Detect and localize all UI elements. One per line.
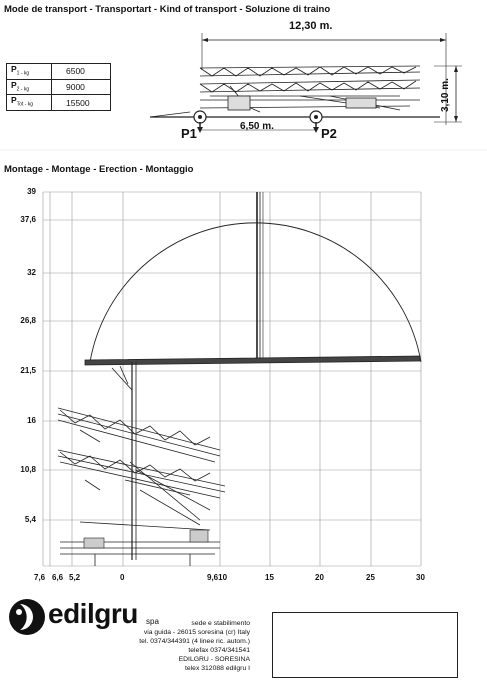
p2-label: P2 <box>321 126 337 141</box>
p1-label: P1 <box>181 126 197 141</box>
erection-diagram <box>0 180 487 585</box>
x-tick: 20 <box>315 573 324 582</box>
address-line: EDILGRU - SORESINA <box>178 656 250 663</box>
height-label: 3,10 m. <box>440 78 451 112</box>
folded-crane <box>150 66 440 117</box>
weight-row: $P_2$ $_{- kg}$ 9000 <box>7 79 111 95</box>
x-tick: 7,6 <box>34 573 46 582</box>
horizontal-jib <box>85 356 420 365</box>
address-line: via guida - 26015 soresina (cr) Italy <box>143 629 250 636</box>
grid <box>43 192 421 566</box>
weight-p1-value: 6500 <box>52 64 111 80</box>
transport-drawing <box>0 0 487 160</box>
x-tick: 5,2 <box>69 573 81 582</box>
erection-title: Montage - Montage - Erection - Montaggio <box>4 164 194 175</box>
transport-title: Mode de transport - Transportart - Kind of transport - Soluzione di traino <box>4 4 331 15</box>
length-label: 12,30 m. <box>289 20 333 32</box>
x-tick: 9,610 <box>207 573 228 582</box>
company-name: edilgru <box>48 598 138 629</box>
address-line: sede e stabilimento <box>191 620 250 627</box>
y-tick: 21,5 <box>20 366 36 375</box>
company-logo-icon <box>8 598 46 636</box>
x-tick: 0 <box>120 573 125 582</box>
x-tick: 6,6 <box>52 573 64 582</box>
address-line: telefax 0374/341541 <box>188 647 250 654</box>
company-suffix: spa <box>146 617 159 626</box>
y-tick: 26,8 <box>20 316 36 325</box>
dealer-stamp-box <box>272 612 458 678</box>
y-tick: 5,4 <box>24 515 36 524</box>
axle-distance-label: 6,50 m. <box>240 121 274 132</box>
x-tick: 15 <box>265 573 274 582</box>
erection-arc <box>90 223 421 362</box>
address-line: tel. 0374/344391 (4 linee ric. autom.) <box>139 638 250 645</box>
weight-total-value: 15500 <box>52 95 111 111</box>
address-line: telex 312088 edilgru I <box>185 665 250 672</box>
y-tick: 10,8 <box>20 465 36 474</box>
x-tick: 25 <box>366 573 375 582</box>
y-tick: 16 <box>27 416 36 425</box>
weight-row: $P_{Tot}$ $_{- kg}$ 15500 <box>7 95 111 111</box>
y-tick: 32 <box>27 268 36 277</box>
weight-row: $P_1$ $_{- kg}$ 6500 <box>7 64 111 80</box>
y-tick: 37,6 <box>20 215 36 224</box>
y-tick: 39 <box>27 187 36 196</box>
x-tick: 30 <box>416 573 425 582</box>
weight-p2-value: 9000 <box>52 79 111 95</box>
